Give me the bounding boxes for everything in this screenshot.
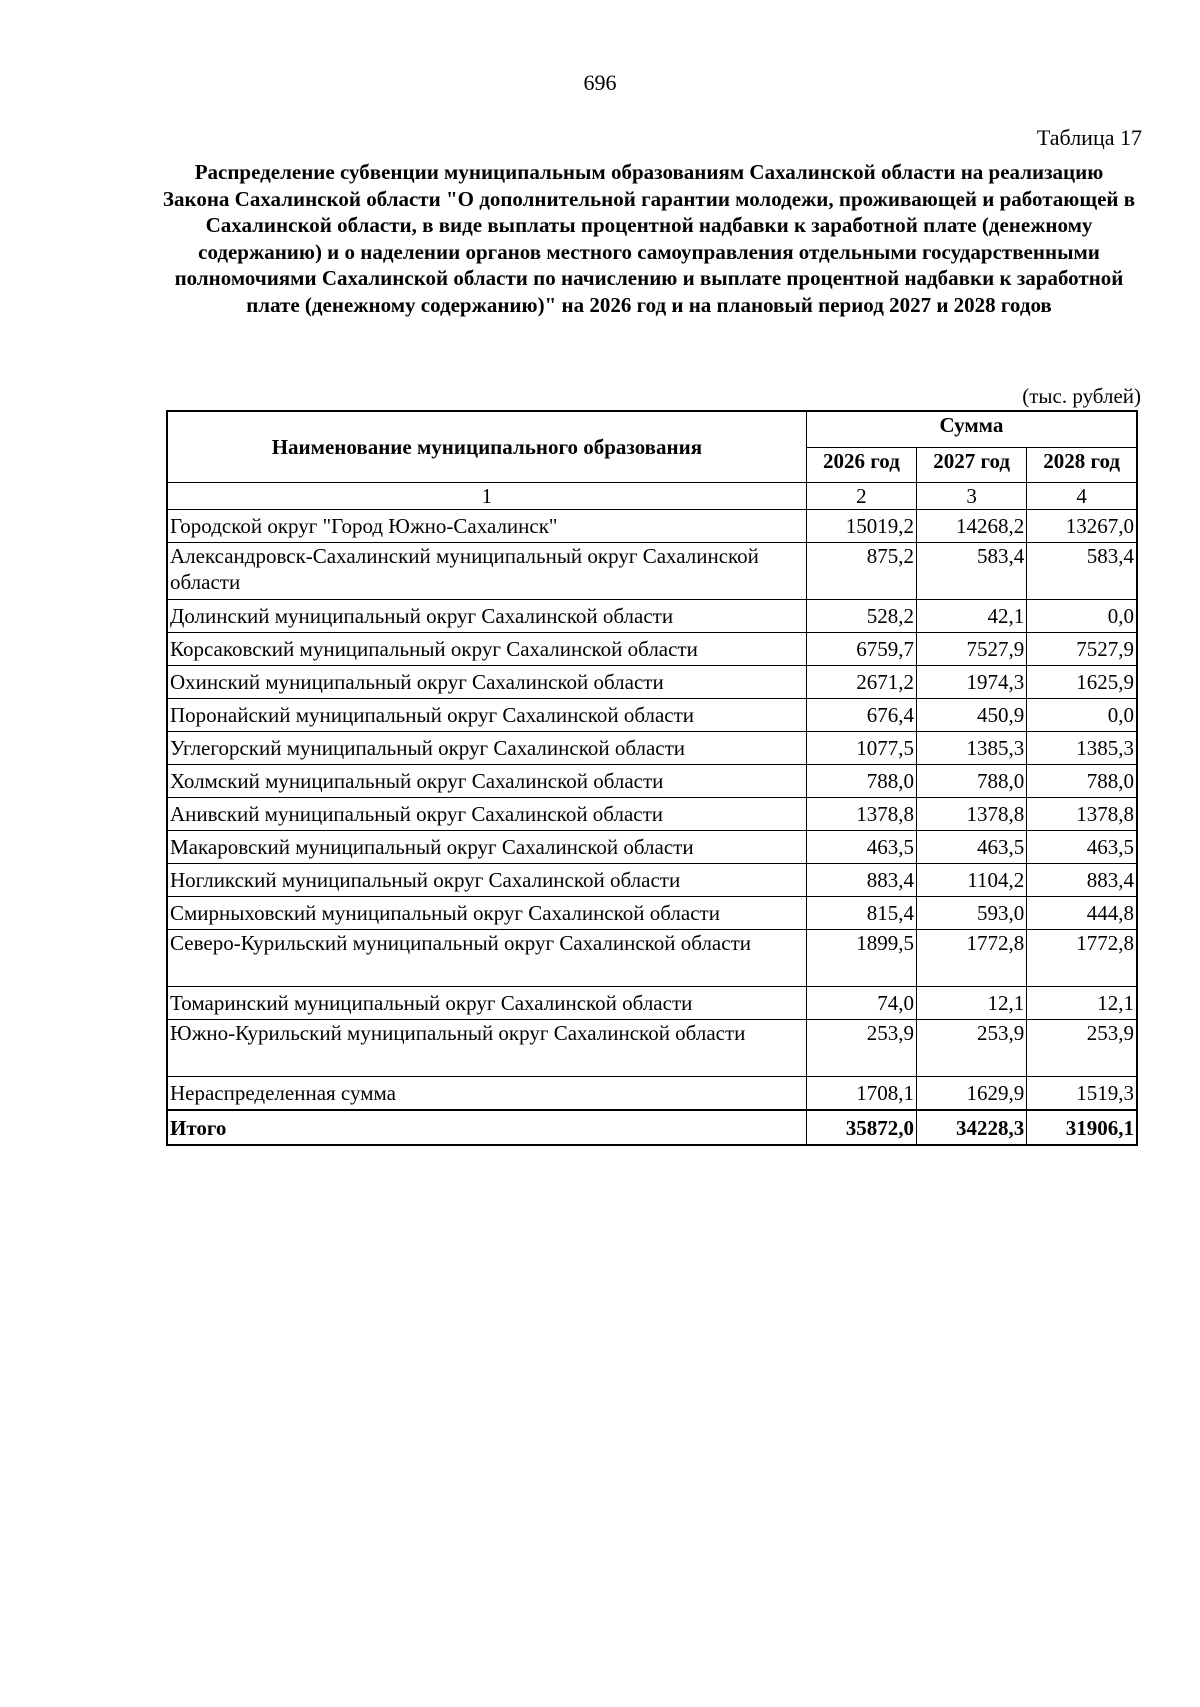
header-sum: Сумма	[806, 411, 1137, 447]
value-2027: 7527,9	[917, 633, 1027, 666]
value-2027: 1772,8	[917, 930, 1027, 987]
value-2028: 788,0	[1027, 765, 1137, 798]
subvention-table	[166, 410, 1138, 1146]
value-2027: 583,4	[917, 543, 1027, 600]
value-2027: 253,9	[917, 1020, 1027, 1077]
column-number-row	[167, 483, 1137, 510]
value-2026: 2671,2	[806, 666, 916, 699]
value-2026: 15019,2	[806, 510, 916, 543]
table-row	[167, 897, 1137, 930]
value-2027: 1629,9	[917, 1077, 1027, 1111]
table-row	[167, 831, 1137, 864]
total-2026: 35872,0	[806, 1110, 916, 1145]
municipality-name: Углегорский муниципальный округ Сахалинской области	[167, 732, 806, 765]
municipality-name: Холмский муниципальный округ Сахалинской области	[167, 765, 806, 798]
value-2026: 1708,1	[806, 1077, 916, 1111]
total-row	[167, 1110, 1137, 1145]
value-2028: 583,4	[1027, 543, 1137, 600]
municipality-name: Смирныховский муниципальный округ Сахалинской области	[167, 897, 806, 930]
municipality-name: Александровск-Сахалинский муниципальный округ Сахалинской области	[167, 543, 806, 600]
header-year-2028: 2028 год	[1027, 447, 1137, 482]
value-2028: 444,8	[1027, 897, 1137, 930]
value-2026: 676,4	[806, 699, 916, 732]
total-label: Итого	[167, 1110, 806, 1145]
table-row	[167, 987, 1137, 1020]
municipality-name: Охинский муниципальный округ Сахалинской области	[167, 666, 806, 699]
value-2028: 13267,0	[1027, 510, 1137, 543]
municipality-name: Нераспределенная сумма	[167, 1077, 806, 1111]
municipality-name: Корсаковский муниципальный округ Сахалинской области	[167, 633, 806, 666]
header-year-2026: 2026 год	[806, 447, 916, 482]
municipality-name: Анивский муниципальный округ Сахалинской области	[167, 798, 806, 831]
table-row	[167, 543, 1137, 600]
column-number: 1	[167, 483, 806, 510]
value-2026: 6759,7	[806, 633, 916, 666]
table-label: Таблица 17	[1036, 125, 1142, 150]
table-row	[167, 510, 1137, 543]
table-row	[167, 600, 1137, 633]
municipality-name: Городской округ "Город Южно-Сахалинск"	[167, 510, 806, 543]
value-2028: 0,0	[1027, 699, 1137, 732]
table-row	[167, 930, 1137, 987]
value-2028: 1378,8	[1027, 798, 1137, 831]
header-year-2027: 2027 год	[917, 447, 1027, 482]
value-2028: 1519,3	[1027, 1077, 1137, 1111]
value-2027: 14268,2	[917, 510, 1027, 543]
value-2028: 1625,9	[1027, 666, 1137, 699]
value-2027: 1104,2	[917, 864, 1027, 897]
value-2026: 528,2	[806, 600, 916, 633]
table-row	[167, 1077, 1137, 1111]
table-row	[167, 699, 1137, 732]
table-row	[167, 666, 1137, 699]
units-label: (тыс. рублей)	[1022, 384, 1141, 408]
value-2028: 1772,8	[1027, 930, 1137, 987]
value-2026: 463,5	[806, 831, 916, 864]
value-2026: 1899,5	[806, 930, 916, 987]
value-2027: 1385,3	[917, 732, 1027, 765]
municipality-name: Поронайский муниципальный округ Сахалинской области	[167, 699, 806, 732]
value-2027: 1378,8	[917, 798, 1027, 831]
value-2026: 883,4	[806, 864, 916, 897]
value-2027: 463,5	[917, 831, 1027, 864]
value-2027: 450,9	[917, 699, 1027, 732]
value-2026: 74,0	[806, 987, 916, 1020]
table-row	[167, 765, 1137, 798]
value-2027: 593,0	[917, 897, 1027, 930]
page-number: 696	[583, 70, 617, 95]
table-row	[167, 732, 1137, 765]
total-2028: 31906,1	[1027, 1110, 1137, 1145]
municipality-name: Ногликский муниципальный округ Сахалинской области	[167, 864, 806, 897]
table-row	[167, 864, 1137, 897]
column-number: 4	[1027, 483, 1137, 510]
value-2026: 1077,5	[806, 732, 916, 765]
municipality-name: Южно-Курильский муниципальный округ Сахалинской области	[167, 1020, 806, 1077]
value-2028: 1385,3	[1027, 732, 1137, 765]
value-2028: 253,9	[1027, 1020, 1137, 1077]
value-2027: 788,0	[917, 765, 1027, 798]
value-2027: 42,1	[917, 600, 1027, 633]
value-2027: 1974,3	[917, 666, 1027, 699]
document-title: Распределение субвенции муниципальным образованиям Сахалинской области на реализацию Закона Сахалинской области "О дополнительной гарантии молодежи, проживающей и работающей в Сахалинской области, в виде выплаты процентной надбавки к заработной плате (денежному содержанию) и о наделении органов местного самоуправления отдельными государственными полномочиями Сахалинской области по начислению и выплате процентной надбавки к заработной плате (денежному содержанию)" на 2026 год и на плановый период 2027 и 2028 годов	[162, 160, 1136, 317]
table-row	[167, 1020, 1137, 1077]
value-2028: 7527,9	[1027, 633, 1137, 666]
value-2028: 12,1	[1027, 987, 1137, 1020]
municipality-name: Макаровский муниципальный округ Сахалинской области	[167, 831, 806, 864]
value-2026: 1378,8	[806, 798, 916, 831]
value-2027: 12,1	[917, 987, 1027, 1020]
value-2026: 253,9	[806, 1020, 916, 1077]
header-name: Наименование муниципального образования	[167, 411, 806, 483]
municipality-name: Томаринский муниципальный округ Сахалинской области	[167, 987, 806, 1020]
total-2027: 34228,3	[917, 1110, 1027, 1145]
column-number: 3	[917, 483, 1027, 510]
value-2028: 0,0	[1027, 600, 1137, 633]
value-2028: 883,4	[1027, 864, 1137, 897]
municipality-name: Долинский муниципальный округ Сахалинской области	[167, 600, 806, 633]
column-number: 2	[806, 483, 916, 510]
value-2028: 463,5	[1027, 831, 1137, 864]
municipality-name: Северо-Курильский муниципальный округ Сахалинской области	[167, 930, 806, 987]
value-2026: 815,4	[806, 897, 916, 930]
table-row	[167, 798, 1137, 831]
value-2026: 788,0	[806, 765, 916, 798]
table-row	[167, 633, 1137, 666]
value-2026: 875,2	[806, 543, 916, 600]
